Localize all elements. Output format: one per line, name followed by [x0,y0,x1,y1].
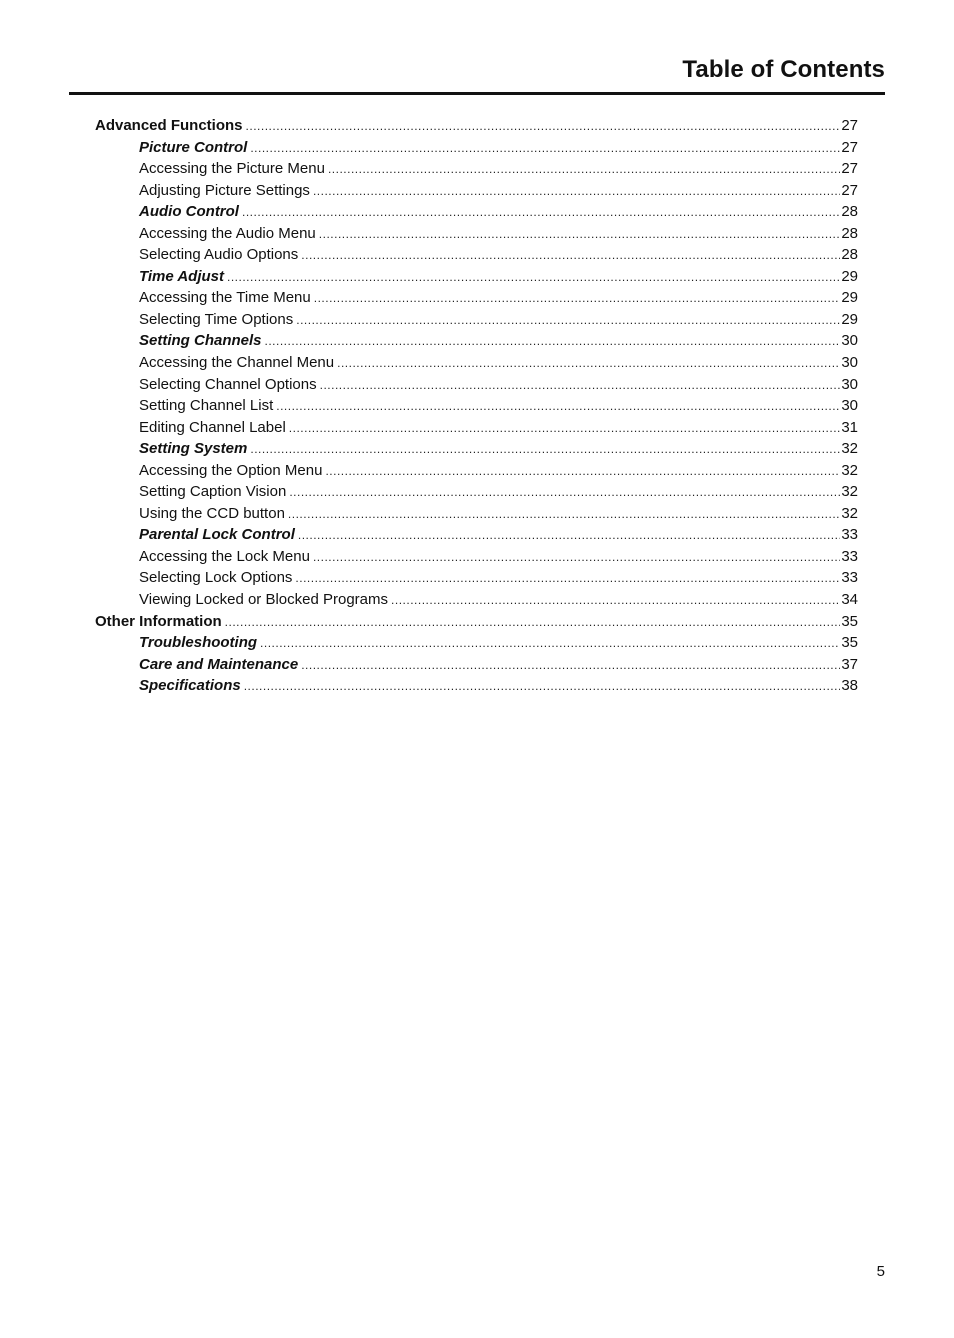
dot-leader [301,655,840,676]
toc-entry[interactable] [95,395,858,417]
toc-entry-page: 32 [841,461,858,479]
toc-entry[interactable] [95,137,858,159]
toc-entry[interactable] [95,438,858,460]
toc-entry[interactable] [95,287,858,309]
dot-leader [288,504,840,525]
toc-entry[interactable] [95,632,858,654]
dot-leader [250,439,840,460]
toc-entry[interactable] [95,223,858,245]
dot-leader [289,418,841,439]
dot-leader [325,461,840,482]
toc-entry-page: 32 [841,483,858,501]
toc-entry-page: 37 [841,655,858,673]
toc-entry-label: Time Adjust [139,267,225,285]
toc-entry-page: 30 [841,354,858,372]
dot-leader [227,267,840,288]
dot-leader [225,612,841,633]
dot-leader [242,202,840,223]
toc-entry[interactable] [95,115,858,137]
toc-entry[interactable] [95,201,858,223]
toc-entry[interactable] [95,481,858,503]
toc-entry[interactable] [95,309,858,331]
toc-entry[interactable] [95,158,858,180]
toc-entry-page: 27 [841,160,858,178]
toc-entry-page: 27 [841,138,858,156]
toc-entry-label: Setting Channel List [139,397,274,415]
toc-entry[interactable] [95,654,858,676]
toc-entry[interactable] [95,244,858,266]
toc-entry[interactable] [95,675,858,697]
toc-entry-page: 31 [841,418,858,436]
toc-entry-label: Selecting Audio Options [139,246,299,264]
dot-leader [250,138,840,159]
toc-entry[interactable] [95,330,858,352]
toc-entry-label: Care and Maintenance [139,655,299,673]
toc-entry-page: 28 [841,203,858,221]
toc-entry-label: Setting Channels [139,332,262,350]
toc-entry-page: 28 [841,246,858,264]
toc-entry[interactable] [95,460,858,482]
toc-entry-label: Accessing the Lock Menu [139,547,310,565]
toc-entry-label: Editing Channel Label [139,418,286,436]
toc-entry-label: Using the CCD button [139,504,285,522]
toc-entry[interactable] [95,266,858,288]
toc-entry-label: Audio Control [139,203,239,221]
dot-leader [301,245,840,266]
toc-entry-label: Troubleshooting [139,634,258,652]
toc-entry-label: Setting Caption Vision [139,483,287,501]
toc-entry-page: 33 [841,526,858,544]
toc-entry-page: 30 [841,375,858,393]
dot-leader [313,181,840,202]
toc-entry-label: Specifications [139,677,241,695]
toc-entry-label: Other Information [95,612,222,630]
toc-entry[interactable] [95,374,858,396]
toc-entry-label: Selecting Lock Options [139,569,293,587]
toc-entry[interactable] [95,503,858,525]
title-rule [69,92,885,95]
toc-entry-page: 29 [841,267,858,285]
toc-entry-label: Selecting Channel Options [139,375,317,393]
toc-entry-label: Accessing the Picture Menu [139,160,325,178]
toc-entry[interactable] [95,567,858,589]
dot-leader [260,633,840,654]
toc-entry[interactable] [95,352,858,374]
dot-leader [313,547,840,568]
dot-leader [289,482,840,503]
toc-entry-label: Accessing the Option Menu [139,461,323,479]
dot-leader [276,396,840,417]
toc-entry[interactable] [95,589,858,611]
toc-entry-label: Accessing the Channel Menu [139,354,335,372]
toc-entry-page: 30 [841,397,858,415]
toc-entry-page: 33 [841,569,858,587]
toc-entry-label: Parental Lock Control [139,526,295,544]
toc-entry[interactable] [95,611,858,633]
toc-entry-page: 35 [841,634,858,652]
toc-entry-page: 28 [841,224,858,242]
dot-leader [295,568,840,589]
dot-leader [337,353,840,374]
toc-entry-page: 32 [841,440,858,458]
dot-leader [265,331,841,352]
toc-entry-label: Advanced Functions [95,117,243,134]
toc-entry-page: 33 [841,547,858,565]
toc-entry-page: 30 [841,332,858,350]
toc-entry[interactable] [95,546,858,568]
toc-entry-label: Adjusting Picture Settings [139,181,310,199]
dot-leader [296,310,840,331]
toc-entry-page: 35 [841,612,858,630]
dot-leader [246,116,841,137]
toc-entry-label: Selecting Time Options [139,310,294,328]
toc-entry-label: Picture Control [139,138,248,156]
toc-entry[interactable] [95,180,858,202]
toc-entry-page: 34 [841,591,858,609]
toc-entry-label: Accessing the Audio Menu [139,224,316,242]
dot-leader [314,288,841,309]
toc-entry-label: Viewing Locked or Blocked Programs [139,591,389,609]
toc-entry-page: 29 [841,310,858,328]
toc-entry-page: 32 [841,504,858,522]
toc-entry-label: Setting System [139,440,248,458]
dot-leader [320,375,841,396]
dot-leader [319,224,841,245]
dot-leader [298,525,840,546]
dot-leader [391,590,840,611]
toc-entry[interactable] [95,524,858,546]
toc-entry-page: 27 [841,181,858,199]
toc-entry-page: 29 [841,289,858,307]
toc-entry-page: 27 [841,117,858,134]
dot-leader [244,676,841,697]
page-number: 5 [876,1263,885,1280]
dot-leader [328,159,840,180]
page-title: Table of Contents [682,56,885,83]
table-of-contents [95,115,858,697]
toc-entry-page: 38 [841,677,858,695]
toc-entry[interactable] [95,417,858,439]
toc-entry-label: Accessing the Time Menu [139,289,311,307]
